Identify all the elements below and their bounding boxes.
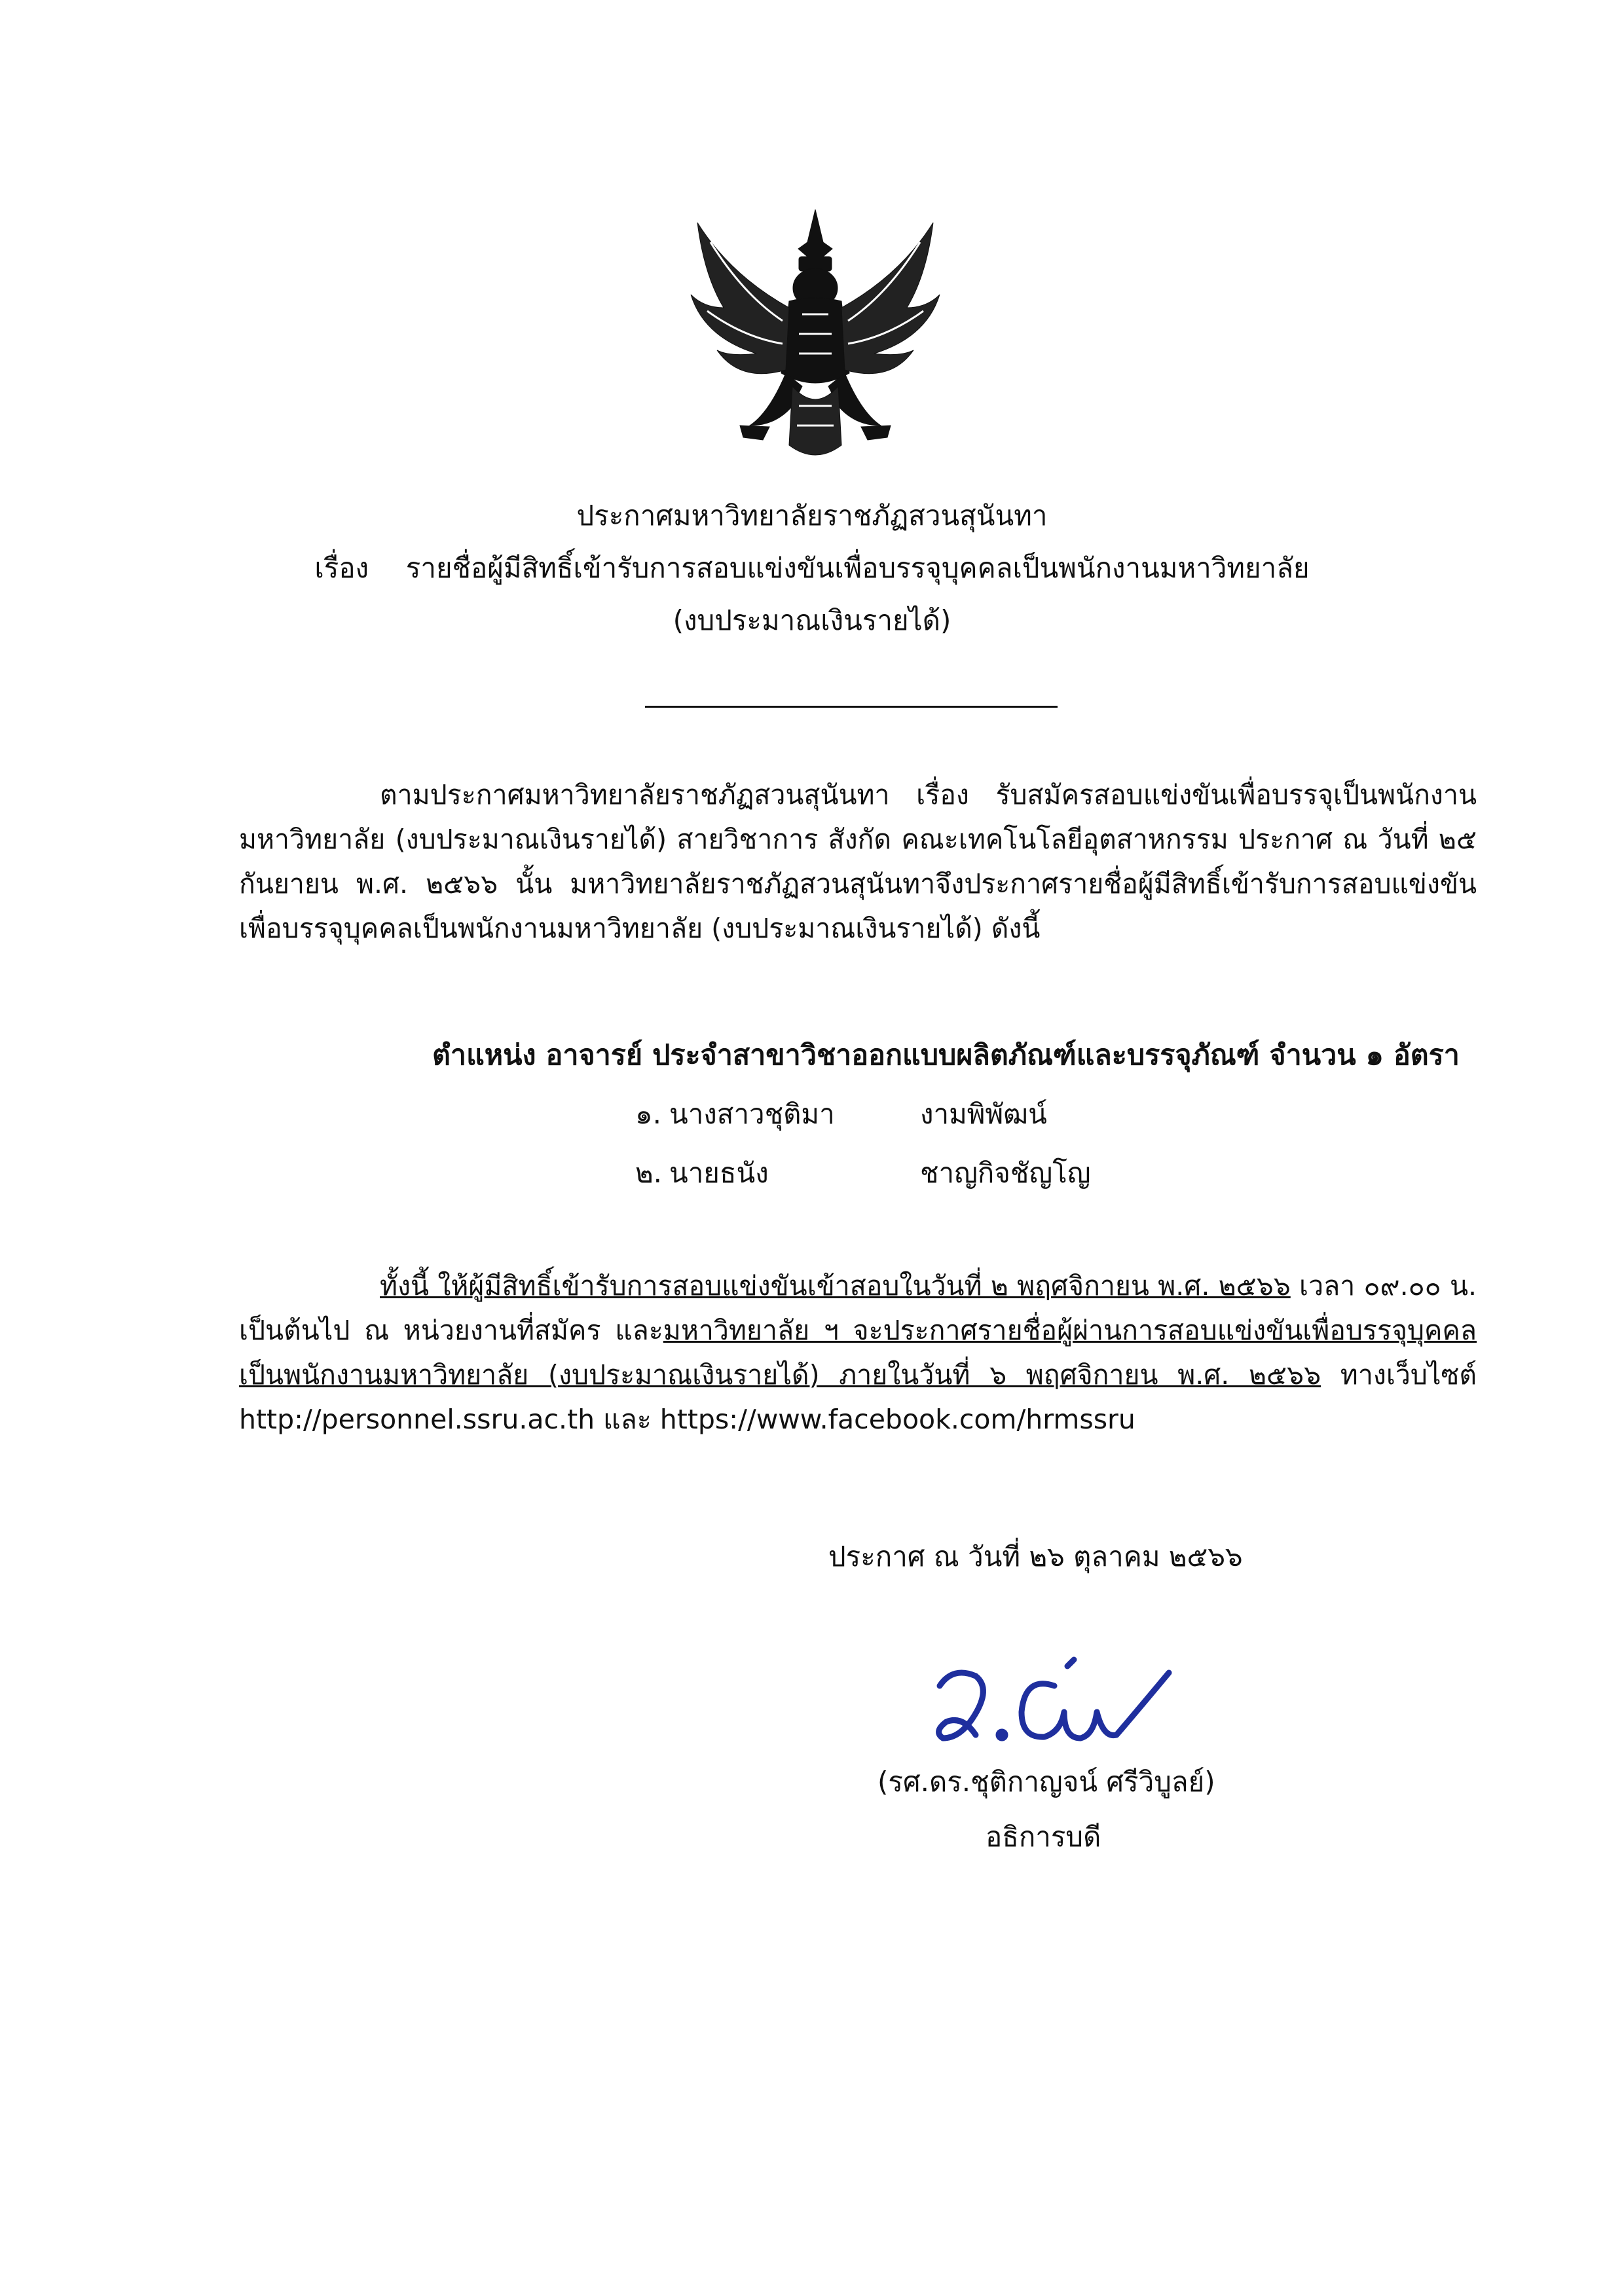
announcement-subject-line	[0, 549, 1624, 588]
intro-paragraph	[239, 773, 1477, 951]
announcement-subtitle: (งบประมาณเงินรายได้)	[673, 604, 951, 636]
signatory-title: อธิการบดี	[986, 1821, 1101, 1853]
candidate-first-name: นายธนัง	[669, 1157, 769, 1189]
announcement-title: ประกาศมหาวิทยาลัยราชภัฏสวนสุนันทา	[576, 500, 1048, 532]
announcement-date: ประกาศ ณ วันที่ ๒๖ ตุลาคม ๒๕๖๖	[828, 1540, 1243, 1573]
result-date-text: ผู้ผ่านการสอบแข่งขันเพื่อบรรจุบุคคลเป็นพนักงานมหาวิทยาลัย (งบประมาณเงินรายได้) ภายในวันที่ ๖ พฤศจิกายน พ.ศ. ๒๕๖๖	[239, 1315, 1477, 1391]
subject-text: รายชื่อผู้มีสิทธิ์เข้ารับการสอบแข่งขันเพื่อบรรจุบุคคลเป็นพนักงานมหาวิทยาลัย	[405, 552, 1310, 584]
note-paragraph	[239, 1264, 1477, 1442]
website-text: ทางเว็บไซต์ http://personnel.ssru.ac.th และ https://www.facebook.com/hrmssru	[239, 1359, 1477, 1435]
candidate-number: ๑.	[635, 1098, 662, 1130]
header-divider	[645, 706, 1058, 708]
garuda-emblem-icon	[678, 196, 953, 471]
signatory-name: (รศ.ดร.ชุติกาญจน์ ศรีวิบูลย์)	[877, 1766, 1215, 1798]
subject-label: เรื่อง	[314, 552, 369, 584]
intro-text: ตามประกาศมหาวิทยาลัยราชภัฏสวนสุนันทา เรื่อง รับสมัครสอบแข่งขันเพื่อบรรจุเป็นพนักงานมหาวิทยาลัย (งบประมาณเงินรายได้) สายวิชาการ สังกัด คณะเทคโนโลยีอุตสาหกรรม ประกาศ ณ วันที่ ๒๕ กันยายน พ.ศ. ๒๕๖๖ นั้น มหาวิทยาลัยราชภัฏสวนสุนันทาจึงประกาศรายชื่อผู้มีสิทธิ์เข้ารับการสอบแข่งขันเพื่อบรรจุบุคคลเป็นพนักงานมหาวิทยาลัย (งบประมาณเงินรายได้) ดังนี้	[239, 779, 1477, 944]
exam-date-text: ทั้งนี้ ให้ผู้มีสิทธิ์เข้ารับการสอบแข่งขันเข้าสอบในวันที่ ๒ พฤศจิกายน พ.ศ. ๒๕๖๖	[380, 1270, 1291, 1302]
candidate-number: ๒.	[635, 1157, 663, 1189]
position-heading: ตำแหน่ง อาจารย์ ประจำสาขาวิชาออกแบบผลิตภัณฑ์และบรรจุภัณฑ์ จำนวน ๑ อัตรา	[432, 1039, 1460, 1072]
candidate-first-name: นางสาวชุติมา	[669, 1098, 835, 1130]
university-announce-text: มหาวิทยาลัย ฯ จะประกาศรายชื่อ	[663, 1315, 1058, 1346]
candidate-last-name: งามพิพัฒน์	[920, 1098, 1047, 1130]
note-text	[239, 1264, 1477, 1442]
handwritten-signature	[913, 1640, 1202, 1771]
candidate-last-name: ชาญกิจชัญโญ	[920, 1157, 1091, 1189]
exam-time-location-text: เวลา ๐๙.๐๐ น. เป็นต้นไป ณ หน่วยงานที่สมัคร และ	[239, 1270, 1477, 1346]
